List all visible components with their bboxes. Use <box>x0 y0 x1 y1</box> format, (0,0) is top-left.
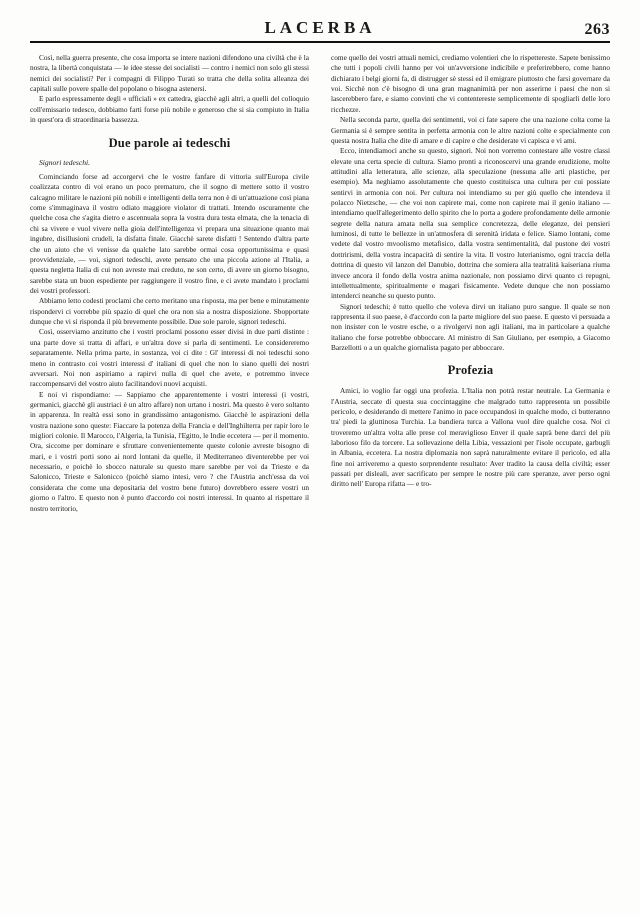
left-column <box>30 53 320 913</box>
paragraph: E noi vi rispondiamo: — Sappiamo che apparentemente i vostri interessi (i vostri, germanici, giacchè gli austriaci è un altro affare) non urtano i nostri. Ma questo è vero soltanto in apparenza. In realtà essi sono in grandissimo antagonismo. Giacchè le aspirazioni della vostra nazione sono queste: Fiaccare la potenza della Francia e dell'Inghilterra per rapir loro le migliori colonie. Il Marocco, l'Algeria, la Tunisia, l'Egitto, le Indie eccetera — per il momento. Ora, siccome per dominare e sfruttare convenientemente queste colonie avreste bisogno di mari, e i vostri porti sono ai nord lontani da quelle, il Mediterraneo diventerebbe per voi necessario, e poichè lo sbocco naturale su questo mare sarebbe per voi da Trieste e da Salonicco, Trieste e Salonicco (poichè siamo intesi, vero ? che l'Austria anch'essa da voi considerata che come una depositaria del vostro bene futuro) dovrebbero essere vostri un giorno o l'altro. E questo non è punto d'accordo coi nostri interessi. In quanto al rispettare il nostro territorio, <box>30 389 309 513</box>
article-heading-profezia: Profezia <box>447 363 494 378</box>
paragraph: Così, nella guerra presente, che cosa importa se intere nazioni difendono una civiltà che è la nostra, la libertà conquistata — le idee stesse dei socialisti — contro i nemici non solo gli stessi nemici dei socialisti? Per i compagni di Filippo Turati so tratta che della solita alleanza dei capitali sulle povere spalle del popolano o bisogna astenersi. <box>30 53 309 94</box>
paragraph: Abbiamo letto codesti proclami che certo meritano una risposta, ma per bene e minutamente rispondervi ci vorrebbe più spazio di quel che ora non sia a nostra disposizione. Sbopportate dunque che vi si risponda il più brevemente possibile. Due sole parole, signori tedeschi. <box>30 296 309 327</box>
salutation: Signori tedeschi. <box>39 158 91 168</box>
column-layout <box>30 53 610 913</box>
paragraph: Così, osserviamo anzitutto che i vostri proclami possono esser divisi in due parti distinte : una parte dove si tratta di affari, e un'altra dove si parla di sentimenti. Le considereremo separatamente. Nella prima parte, in sostanza, voi ci dite : Gl' interessi di noi tedeschi sono meno in contrasto coi vostri interessi d' italiani di quel che non lo siano quelli dei nostri avversari. Noi non aspiriamo a rapirvi nulla di quel che avete, e potremmo invece raccompensarvi del vostro aiuto facilitandovi nuovi acquisti. <box>30 327 309 389</box>
paragraph: Signori tedeschi; è tutto quello che voleva dirvi un italiano puro sangue. Il quale se non rappresenta il suo paese, è d'accordo con la parte migliore del suo paese. E questo vi persuada a non insister con le vostre esche, o a rivolgervi non agli italiani, ma in particolare a qualche italiano che forse potrebbe obboccare. Al ministro di San Giuliano, per esempio, a Giacomo Barzellotti o a un qualche giornalista pagato per abboccare. <box>331 301 610 353</box>
page-number: 263 <box>584 21 610 38</box>
masthead <box>30 18 610 43</box>
paragraph: Amici, io voglio far oggi una profezia. L'Italia non potrà restar neutrale. La Germania e l'Austria, seccate di questa sua coccintaggine che malgrado tutto rappresenta un possibile pericolo, e desiderando di mettere l'animo in pace occupandosi in qualche modo, ci butteranno tra' piedi la gluttinosa Turchia. La bandiera turca a Vallona vuol dire qualche cosa. Noi ci troveremo un'altra volta alle prese col meraviglioso Enver il quale saprà bene darci del più laborioso filo da torcere. La sollevazione della Libia, vessazioni per l'isole occupate, garbugli in Albania, eccetera. La nostra diplomazia non saprà naturalmente evitare il pericolo, ed alla fine noi arriveremo a questo sorprendente resultato: Aver tradito la causa della civiltà; esser passati per disleali, aver sacrificato per sempre le nostre più care speranze, aver perso ogni diritto nell' Europa rifatta — e tro- <box>331 386 610 489</box>
paragraph: Cominciando forse ad accorgervi che le vostre fanfare di vittoria sull'Europa civile coalizzata contro di voi erano un poco prematuro, che il sogno di mettere sotto il vostro calcagno militare le nazioni più nobili e intelligenti della terra non è di un'attuazione così piana come s'immaginava il vostro odiato maggiore violator di trattati. Intendo oscuramente che quelche cosa che s'agita dietro e ascennuala sopra la vostra dura testa elmata, che la tenacia di chi sa vivere e vuol vivere nella gioia dell'intelligenza vi prepara una situazione quanto mai ingubre, disillusioni crudeli, la disfatta finale. Giacchè sarete disfatti ! Sentendo d'altra parte che un aiuto che vi venisse da qualche lato sarebbe ormai cosa opportunissima e quasi provvidenziale, — voi, signori tedeschi, avete pensato che una piccola azione al l'Italia, a questa negletta Italia di cui non avreste mai creduto, ne son certo, di avere un giorno bisogno, sarebbe stata un buon espediente per raggiungere il vostro fine, e ci avete mandato i proclami dei vostri professori. <box>30 172 309 295</box>
paragraph: come quello dei vostri attuali nemici, crediamo volentieri che lo rispettereste. Sapete benissimo che tutti i popoli civili hanno per voi un'avversione indicibile e preferirebbero, come hanno dichiarato i belgi giorni fa, di distrugger sè stessi ed il emigrare piuttosto che farsi governare da voi. Sicchè non c'è bisogno di una gran magnanimità per non asserirne i paesi che non si lascerebbero fare, e siamo convinti che vi contentereste semplicemente di spogliarli delle loro ricchezze. <box>331 53 610 114</box>
paragraph: E parlo espressamente degli « ufficiali » ex cattedra, giacchè agli altri, a quelli del colloquio coll'emissario tedesco, dobbiamo farti forse più nobile e generoso che si sia compiuto in Italia in quest'ora di straordinaria bassezza. <box>30 94 309 125</box>
article-heading-due-parole: Due parole ai tedeschi <box>108 135 231 150</box>
right-column <box>320 53 610 913</box>
paragraph: Ecco, intendiamoci anche su questo, signori. Noi non vorremo contestare alle vostre classi elevate una certa specie di cultura. Siamo pronti a riconoscervi una grande erudizione, molte attitudini alla letteratura, alle scienze, alla speculazione (nessuna alle arti plastiche, per esempio). Ma neghiamo assolutamente che questo costituisca una cultura per cui possiate sentirvi in armonia con noi. Per cultura noi intendiamo su per giù quello che intendeva il polacco Nietzsche, — che voi non capirete mai, come non capirete mai il genio italiano — intendiamo quell'allegerimento dello spirito che lo porta a godere profondamente delle armonie segrete della natura amata nella sua semplice concretezza, delle eleganze, dei pensieri luminosi, di tutte le bellezze in un'atmosfera di serenità iridata e felice. Siamo lontani, come vedete dal vostro mvoolismo metafisico, dalla vostra sentimentalità, dal pustone dei vostri dottrirismi, della vostra incapacità di sentire la vita. Il vostro luterianismo, ogni traccia della dottrina di questo vil lanzon del Danubio, dottrina che somiera alla teatralità kaiseriana riuma invece ancora il fondo della vostra anima nazionale, non possiamo dirvi quanto ci repugni, intellettualmente, spiritualmente e magari fisicamente. Vedete dunque che non possiamo intenderci neanche su questo punto. <box>331 146 610 301</box>
paragraph: Nella seconda parte, quella dei sentimenti, voi ci fate sapere che una nazione colta come la Germania si è sempre sentita in perfetta armonia con le altre nazioni colte e specialmente con questa nostra Italia che dite di amare e di capire e che desiderate vi capisca e vi ami. <box>331 115 610 145</box>
publication-title: LACERBA <box>264 18 376 37</box>
